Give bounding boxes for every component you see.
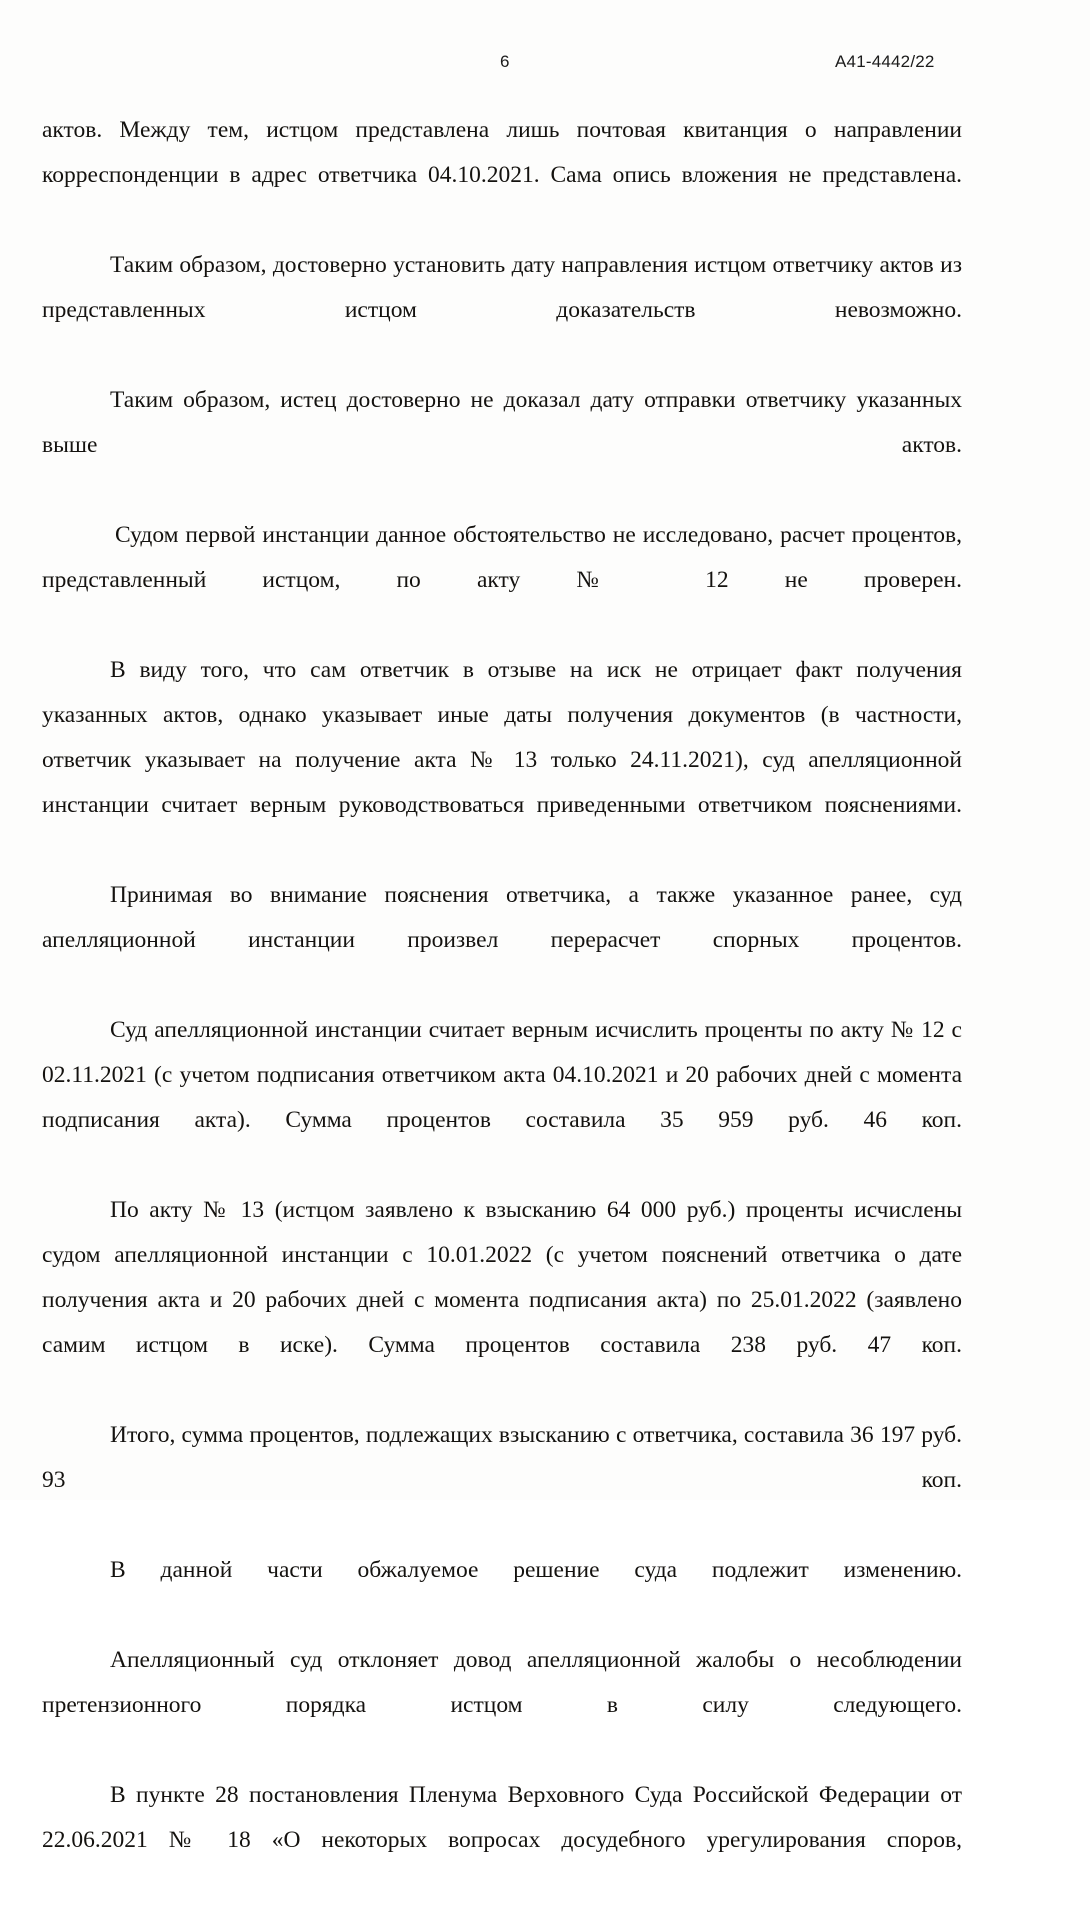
paragraph: По акту № 13 (истцом заявлено к взысканию 64 000 руб.) проценты исчислены судом апелляционной инстанции с 10.01.2022 (с учетом пояснений ответчика о дате получения акта и 20 рабочих дней с момента подписания акта) по 25.01.2022 (заявлено самим истцом в иске). Сумма процентов составила 238 руб. 47 коп. bbox=[42, 1197, 962, 1358]
page-number: 6 bbox=[500, 52, 510, 71]
paragraph: актов. Между тем, истцом представлена лишь почтовая квитанция о направлении корреспонденции в адрес ответчика 04.10.2021. Сама опись вложения не представлена. bbox=[42, 117, 962, 188]
case-number: А41-4442/22 bbox=[835, 52, 935, 71]
paragraph: В виду того, что сам ответчик в отзыве на иск не отрицает факт получения указанных актов, однако указывает иные даты получения документов (в частности, ответчик указывает на получение акта № 13 только 24.11.2021), суд апелляционной инстанции считает верным руководствоваться приведенными ответчиком пояснениями. bbox=[42, 657, 962, 818]
paragraph: Суд апелляционной инстанции считает верным исчислить проценты по акту № 12 с 02.11.2021 (с учетом подписания ответчиком акта 04.10.2021 и 20 рабочих дней с момента подписания акта). Сумма процентов составила 35 959 руб. 46 коп. bbox=[42, 1017, 962, 1133]
paragraph: Таким образом, истец достоверно не доказал дату отправки ответчику указанных выше актов. bbox=[42, 387, 962, 458]
paragraph: Судом первой инстанции данное обстоятельство не исследовано, расчет процентов, представленный истцом, по акту № 12 не проверен. bbox=[42, 522, 962, 593]
paragraph: Таким образом, достоверно установить дату направления истцом ответчику актов из представленных истцом доказательств невозможно. bbox=[42, 252, 962, 323]
paragraph: В данной части обжалуемое решение суда подлежит изменению. bbox=[110, 1557, 962, 1583]
page-header bbox=[42, 52, 960, 76]
paragraph: Итого, сумма процентов, подлежащих взысканию с ответчика, составила 36 197 руб. 93 коп. bbox=[42, 1422, 962, 1493]
paragraph: В пункте 28 постановления Пленума Верховного Суда Российской Федерации от 22.06.2021 № 18 «О некоторых вопросах досудебного урегулирования споров, bbox=[42, 1782, 962, 1853]
document-body bbox=[42, 108, 962, 1908]
paragraph: Апелляционный суд отклоняет довод апелляционной жалобы о несоблюдении претензионного порядка истцом в силу следующего. bbox=[42, 1647, 962, 1718]
paragraph: Принимая во внимание пояснения ответчика, а также указанное ранее, суд апелляционной инстанции произвел перерасчет спорных процентов. bbox=[42, 882, 962, 953]
